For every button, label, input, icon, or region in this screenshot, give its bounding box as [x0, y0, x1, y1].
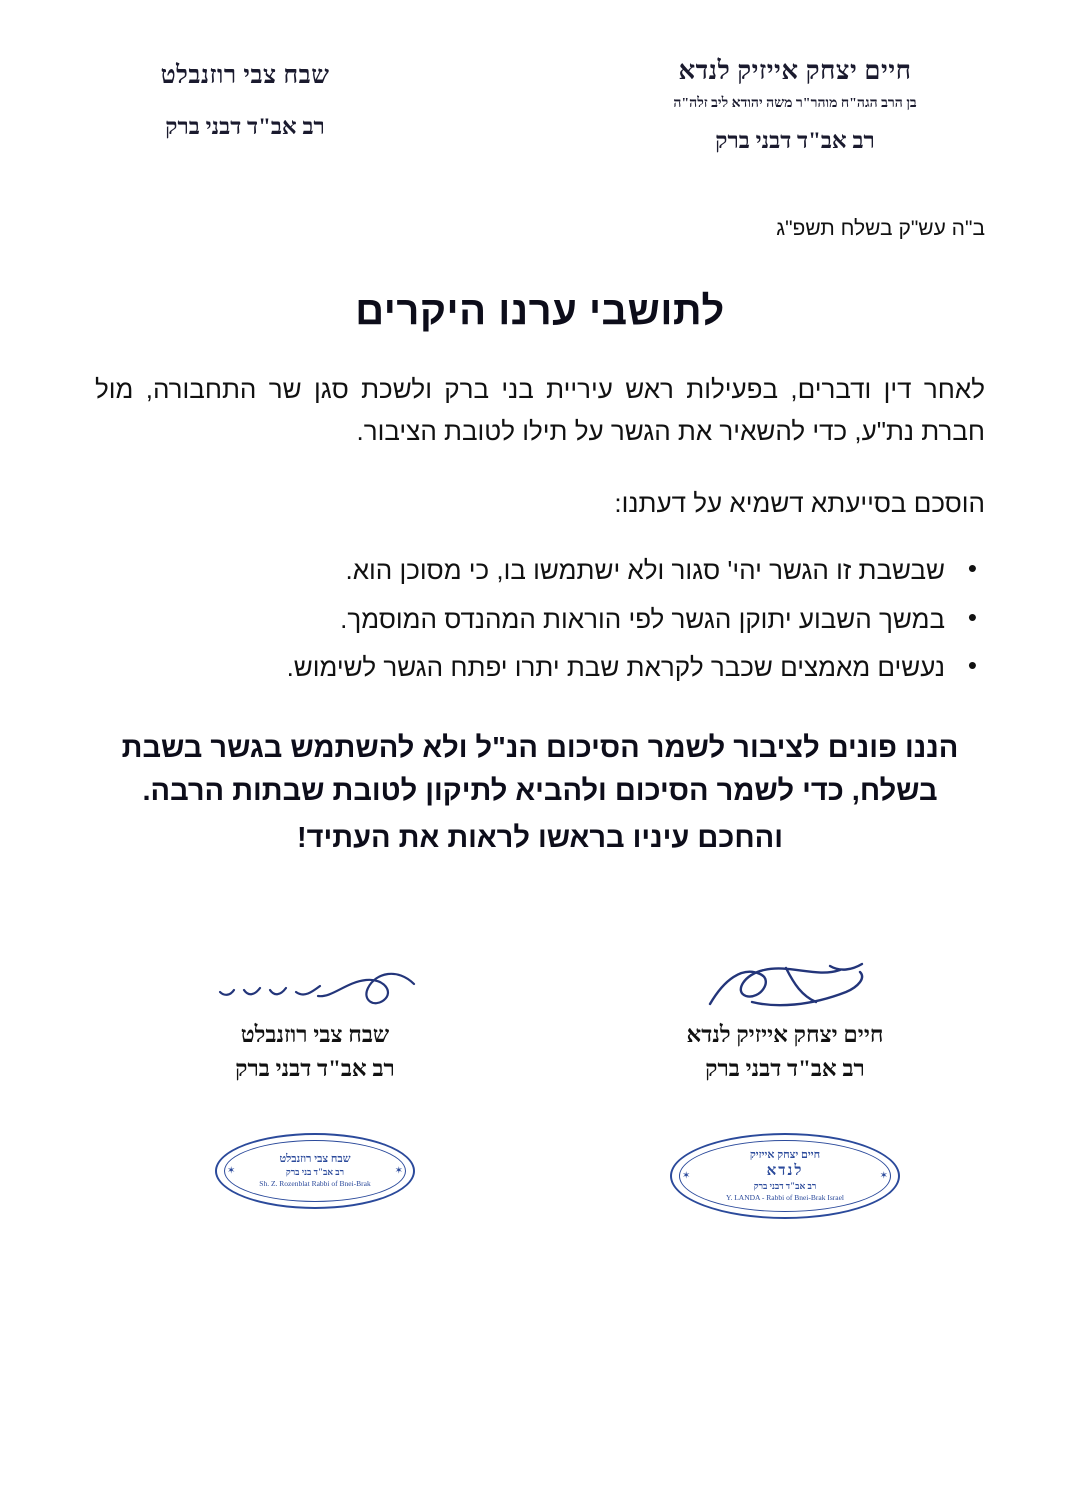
star-icon: ✶	[394, 1165, 403, 1177]
stamp-line-1: חיים יצחק אייזיק	[749, 1148, 821, 1161]
stamp-line-1: שבח צבי רוזנבלט	[279, 1152, 351, 1165]
handwritten-signature-icon	[620, 956, 950, 1018]
star-icon: ✶	[682, 1170, 691, 1182]
closing-last-line: והחכם עיניו בראשו לראות את העתיד!	[297, 821, 783, 854]
closing-main-text: הננו פונים לציבור לשמר הסיכום הנ"ל ולא להשתמש בגשר בשבת בשלח, כדי לשמר הסיכום ולהביא לתיקון לטובת שבתות הרבה.	[121, 731, 959, 807]
star-icon: ✶	[227, 1165, 236, 1177]
letterhead-left-name: שבח צבי רוזנבלט	[160, 62, 330, 89]
lead-in-text: הוסכם בסייעתא דשמיא על דעתנו:	[614, 487, 985, 518]
star-icon: ✶	[879, 1170, 888, 1182]
list-item: • במשך השבוע יתוקן הגשר לפי הוראות המהנדס המוסמך.	[95, 599, 985, 641]
stamp-line-3: רב אב"ד בני ברק	[285, 1166, 345, 1177]
paragraph-1: לאחר דין ודברים, בפעילות ראש עיריית בני ברק ולשכת סגן שר התחבורה, מול חברת נת"ע, כדי להשאיר את הגשר על תילו לטובת הציבור.	[95, 374, 985, 447]
letterhead-right-title: רב אב"ד דבני ברק	[715, 127, 875, 153]
signer-name: חיים יצחק אייזיק לנדא	[686, 1021, 884, 1047]
letterhead-left-title: רב אב"ד דבני ברק	[165, 114, 325, 140]
stamp-line-3: רב אב"ד דבני ברק	[753, 1181, 817, 1192]
official-stamp-landa	[620, 1133, 950, 1219]
closing-appeal	[95, 727, 985, 860]
stamp-line-4: Sh. Z. Rozenblat Rabbi of Bnei-Brak	[259, 1178, 371, 1188]
signer-role: רב אב"ד דבני ברק	[235, 1056, 395, 1082]
handwritten-signature-icon	[150, 956, 480, 1018]
dateline: ב"ה עש"ק בשלח תשפ"ג	[776, 217, 985, 241]
signature-block-landa	[620, 956, 950, 1219]
letterhead	[0, 0, 1080, 157]
agreement-list	[95, 550, 985, 689]
letter-body	[95, 289, 985, 859]
letterhead-right	[605, 52, 985, 157]
letterhead-right-subtitle: בן הרב הגה"ח מוהר"ר משה יהודא ליב זלה"ה	[673, 95, 917, 111]
signature-area	[150, 956, 950, 1219]
signature-block-rozenblat	[150, 956, 480, 1219]
list-item: • נעשים מאמצים שכבר לקראת שבת יתרו יפתח הגשר לשימוש.	[95, 647, 985, 689]
official-stamp-rozenblat	[150, 1133, 480, 1209]
letterhead-right-name: חיים יצחק אייזיק לנדא	[678, 56, 912, 85]
list-item: • שבשבת זו הגשר יהי' סגור ולא ישתמשו בו, כי מסוכן הוא.	[95, 550, 985, 592]
letterhead-left	[95, 52, 395, 144]
stamp-line-2: לנדא	[766, 1163, 804, 1180]
signer-role: רב אב"ד דבני ברק	[705, 1056, 865, 1082]
stamp-line-4: Y. LANDA - Rabbi of Bnei-Brak Israel	[726, 1193, 844, 1203]
signer-name: שבח צבי רוזנבלט	[240, 1021, 390, 1047]
page-title: לתושבי ערנו היקרים	[355, 289, 725, 334]
